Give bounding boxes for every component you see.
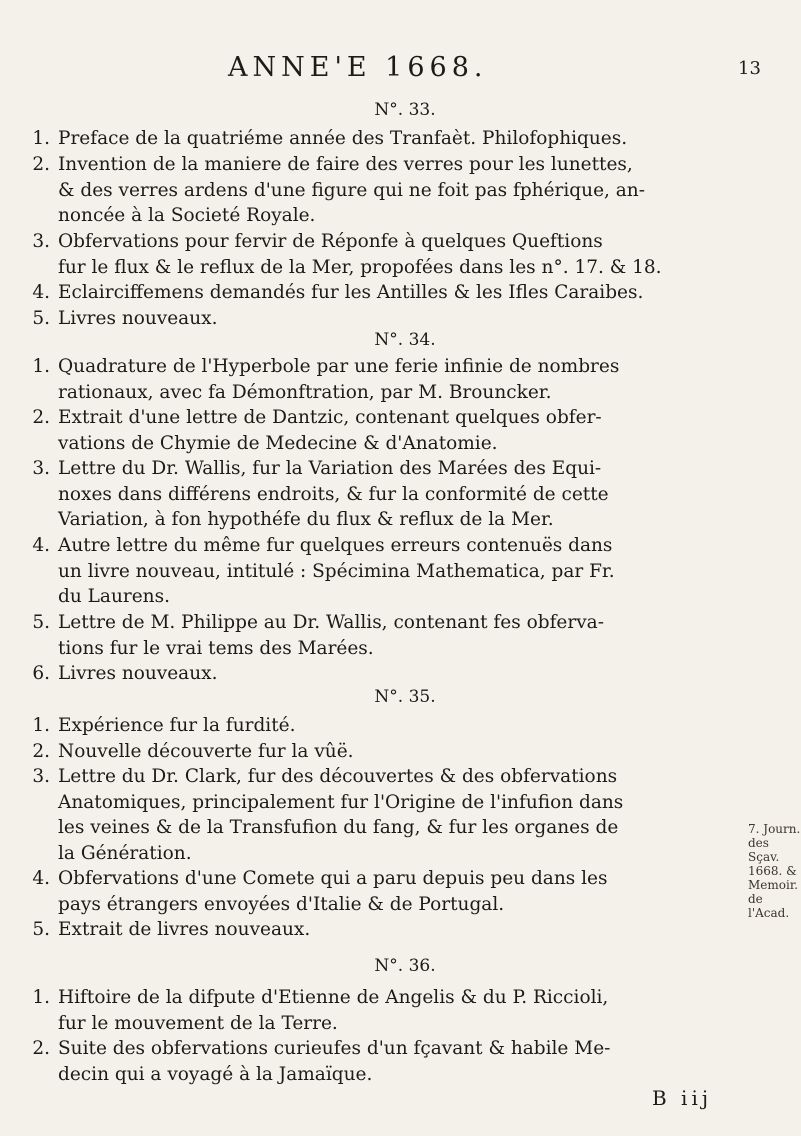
item-line: Eclairciffemens demandés fur les Antilles & les Ifles Caraibes. [58,282,644,303]
item-line: Preface de la quatriéme année des Tranfaѐt. Philofophiques. [58,128,628,149]
item-line: la Génération. [58,842,192,864]
item-line: Livres nouveaux. [58,663,218,684]
item-number: 5. [32,919,50,940]
margin-note [748,822,801,920]
item-line: noncée à la Societé Royale. [58,205,316,226]
item-line: Nouvelle découverte fur la vûë. [58,741,354,762]
item-line: Suite des obfervations curieufes d'un fçavant & habile Me- [58,1038,611,1059]
item-line: Obfervations pour fervir de Réponfe à quelques Queftions [58,231,603,252]
item-line: un livre nouveau, intitulé : Spécimina Mathematica, par Fr. [58,560,615,582]
item-line: & des verres ardens d'une figure qui ne foit pas fphérique, an- [58,179,645,201]
item-number: 2. [32,154,50,175]
item-line: Extrait de livres nouveaux. [58,919,311,940]
item-line: Autre lettre du même fur quelques erreurs contenuës dans [58,535,613,556]
item-line: Lettre du Dr. Wallis, fur la Variation des Marées des Equi- [58,458,602,479]
item-line: Variation, à fon hypothéfe du flux & reflux de la Mer. [58,509,554,530]
item-line: Lettre du Dr. Clark, fur des découvertes & des obfervations [58,766,618,787]
section-heading-36: N°. 36. [374,956,436,976]
item-number: 2. [32,741,50,762]
margin-note-line: Sçav. 1668. & [748,850,797,878]
item-line: les veines & de la Transfufion du fang, & fur les organes de [58,817,619,838]
item-number: 5. [32,612,50,633]
item-number: 1. [32,987,50,1008]
item-number: 2. [32,407,50,428]
item-line: noxes dans différens endroits, & fur la conformité de cette [58,483,609,505]
item-line: rationaux, avec fa Démonftration, par M. Brouncker. [58,381,552,403]
item-line: Hiftoire de la difpute d'Etienne de Angelis & du P. Riccioli, [58,987,609,1008]
item-line: pays étrangers envoyées d'Italie & de Portugal. [58,893,505,915]
section-heading-34: N°. 34. [374,330,436,350]
item-line: Quadrature de l'Hyperbole par une ferie infinie de nombres [58,356,620,377]
item-line: fur le flux & le reflux de la Mer, propofées dans les n°. 17. & 18. [58,256,662,278]
item-number: 3. [32,766,50,787]
item-line: Expérience fur la furdité. [58,715,296,736]
item-line: decin qui a voyagé à la Jamaïque. [58,1063,373,1085]
item-line: du Laurens. [58,586,170,607]
item-line: fur le mouvement de la Terre. [58,1012,338,1034]
item-number: 4. [32,868,50,889]
signature-mark: B iij [652,1086,713,1110]
item-line: Obfervations d'une Comete qui a paru depuis peu dans les [58,868,608,889]
item-line: Invention de la maniere de faire des verres pour les lunettes, [58,154,633,175]
margin-note-line: 7. Journ. des [748,822,801,850]
running-head [0,52,801,86]
section-heading-35: N°. 35. [374,687,436,707]
item-number: 3. [32,231,50,252]
item-line: Livres nouveaux. [58,308,218,329]
margin-note-line: l'Acad. [748,906,790,920]
item-line: Extrait d'une lettre de Dantzic, contenant quelques obfer- [58,407,602,428]
page-number: 13 [738,58,761,79]
item-line: tions fur le vrai tems des Marées. [58,637,374,659]
item-number: 3. [32,458,50,479]
item-line: Lettre de M. Philippe au Dr. Wallis, contenant fes obferva- [58,612,604,633]
section-heading-33: N°. 33. [374,100,436,120]
item-number: 4. [32,535,50,556]
running-head-title: ANNE'E 1668. [228,52,488,83]
item-number: 1. [32,715,50,736]
item-number: 1. [32,128,50,149]
item-number: 1. [32,356,50,377]
item-number: 5. [32,308,50,329]
item-line: vations de Chymie de Medecine & d'Anatomie. [58,432,498,454]
margin-note-line: Memoir. de [748,878,799,906]
item-line: Anatomiques, principalement fur l'Origine de l'infufion dans [58,791,624,813]
item-number: 2. [32,1038,50,1059]
item-number: 4. [32,282,50,303]
item-number: 6. [32,663,50,684]
